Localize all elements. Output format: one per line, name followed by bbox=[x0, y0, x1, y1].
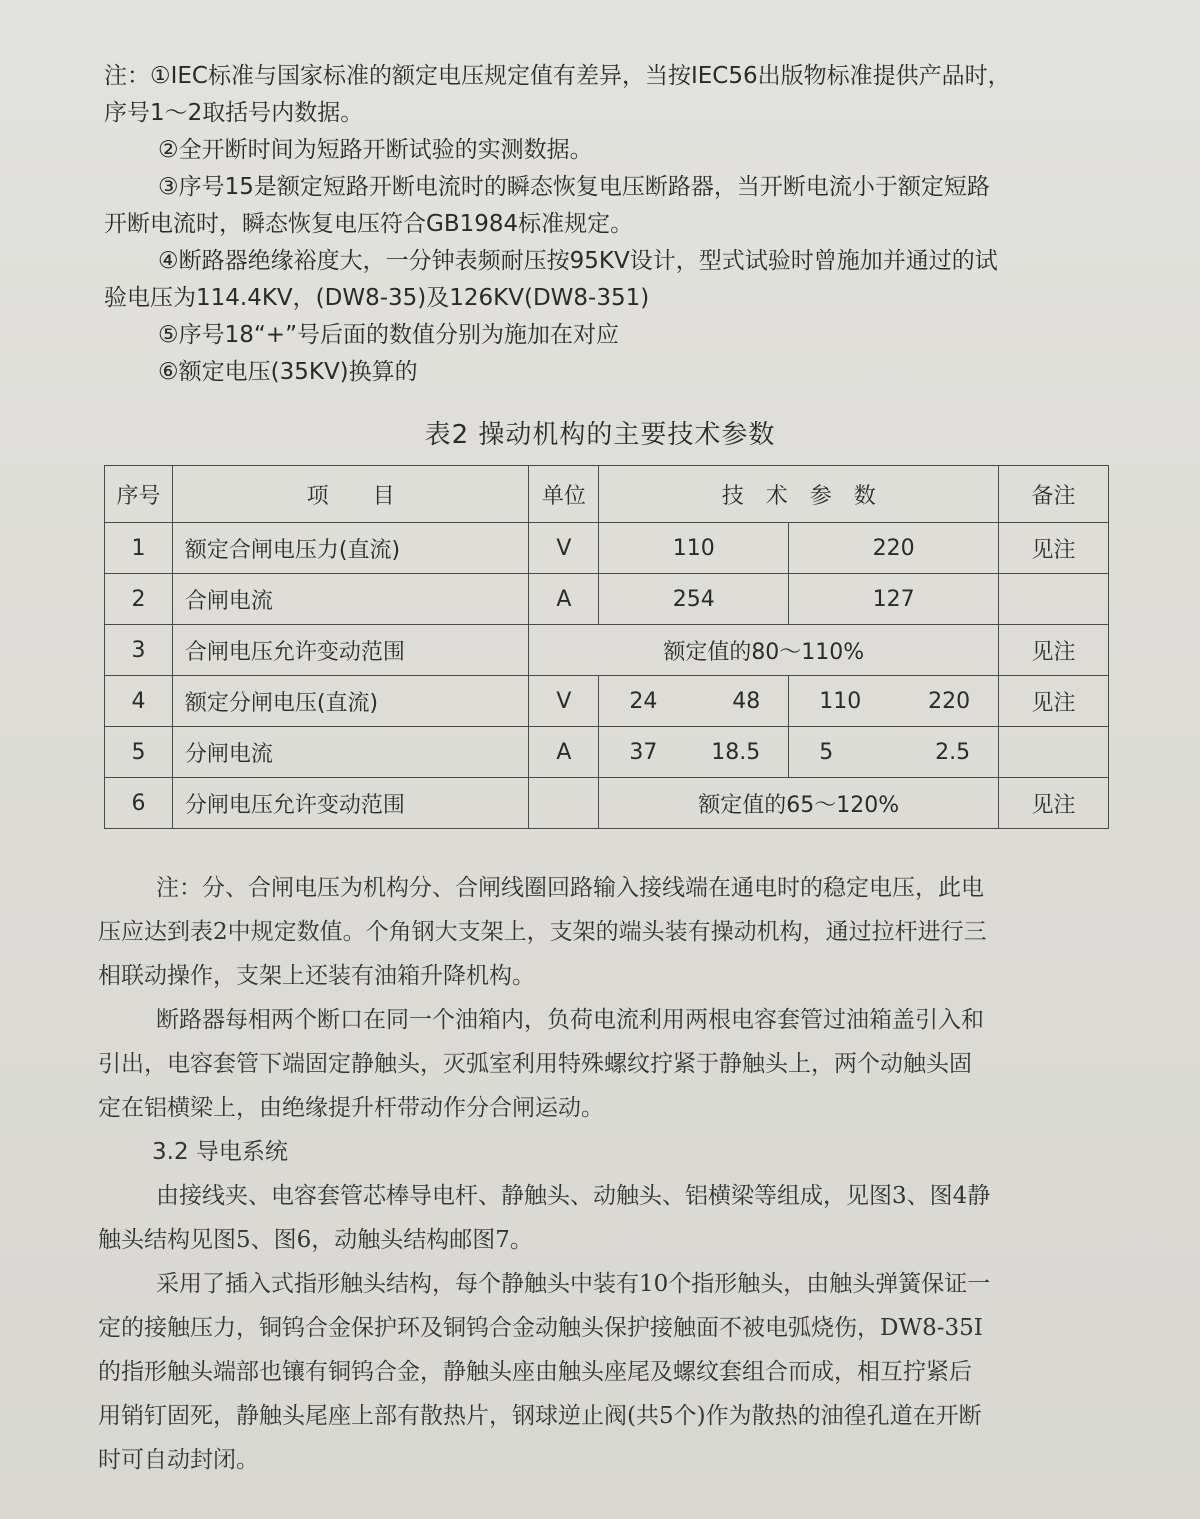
row-merged-param: 额定值的65～120% bbox=[599, 778, 999, 829]
header-remark: 备注 bbox=[999, 466, 1109, 523]
row-param-value: 37 bbox=[629, 739, 658, 765]
row-param-group-1 bbox=[599, 676, 789, 727]
row-unit: V bbox=[529, 523, 599, 574]
body-line: 定的接触压力，铜钨合金保护环及铜钨合金动触头保护接触面不被电弧烧伤，DW8-35I bbox=[98, 1315, 983, 1341]
row-item: 合闸电流 bbox=[172, 574, 529, 625]
table-row bbox=[105, 574, 1109, 625]
parameters-table bbox=[104, 465, 1109, 829]
table-row bbox=[105, 727, 1109, 778]
note-line: ⑤序号18“+”号后面的数值分别为施加在对应 bbox=[158, 322, 619, 348]
body-line: 采用了插入式指形触头结构，每个静触头中装有10个指形触头，由触头弹簧保证一 bbox=[156, 1271, 991, 1297]
row-param-value: 110 bbox=[819, 688, 862, 714]
row-item: 额定分闸电压(直流) bbox=[172, 676, 529, 727]
row-unit: V bbox=[529, 676, 599, 727]
note-line: 开断电流时，瞬态恢复电压符合GB1984标准规定。 bbox=[104, 211, 634, 237]
row-no: 6 bbox=[105, 778, 173, 829]
note-line: ⑥额定电压(35KV)换算的 bbox=[158, 359, 418, 385]
row-param-1: 110 bbox=[599, 523, 789, 574]
body-line: 相联动操作，支架上还装有油箱升降机构。 bbox=[98, 963, 535, 989]
row-param-1: 254 bbox=[599, 574, 789, 625]
row-remark: 见注 bbox=[999, 778, 1109, 829]
body-line: 触头结构见图5、图6，动触头结构邮图7。 bbox=[98, 1227, 533, 1253]
row-param-2: 220 bbox=[789, 523, 999, 574]
row-remark bbox=[999, 727, 1109, 778]
row-param-group-1 bbox=[599, 727, 789, 778]
row-remark: 见注 bbox=[999, 676, 1109, 727]
row-param-group-2 bbox=[789, 727, 999, 778]
header-unit: 单位 bbox=[529, 466, 599, 523]
row-param-value: 220 bbox=[928, 688, 971, 714]
row-no: 4 bbox=[105, 676, 173, 727]
row-no: 1 bbox=[105, 523, 173, 574]
row-param-group-2 bbox=[789, 676, 999, 727]
body-line: 定在铝横梁上，由绝缘提升杆带动作分合闸运动。 bbox=[98, 1095, 604, 1121]
note-line: 注：①IEC标准与国家标准的额定电压规定值有差异，当按IEC56出版物标准提供产品时， bbox=[104, 63, 1011, 89]
body-line: 时可自动封闭。 bbox=[98, 1447, 259, 1473]
row-param-value: 18.5 bbox=[711, 739, 761, 765]
row-no: 2 bbox=[105, 574, 173, 625]
section-heading: 3.2 导电系统 bbox=[152, 1139, 288, 1165]
row-merged-param: 额定值的80～110% bbox=[529, 625, 999, 676]
body-line: 由接线夹、电容套管芯棒导电杆、静触头、动触头、铝横梁等组成，见图3、图4静 bbox=[156, 1183, 991, 1209]
row-remark: 见注 bbox=[999, 625, 1109, 676]
body-line: 断路器每相两个断口在同一个油箱内，负荷电流利用两根电容套管过油箱盖引入和 bbox=[156, 1007, 984, 1033]
row-remark bbox=[999, 574, 1109, 625]
row-param-value: 24 bbox=[629, 688, 658, 714]
row-param-value: 48 bbox=[732, 688, 761, 714]
row-no: 5 bbox=[105, 727, 173, 778]
body-line: 的指形触头端部也镶有铜钨合金，静触头座由触头座尾及螺纹套组合而成，相互拧紧后 bbox=[98, 1359, 972, 1385]
note-line: ③序号15是额定短路开断电流时的瞬态恢复电压断路器，当开断电流小于额定短路 bbox=[158, 174, 990, 200]
row-remark: 见注 bbox=[999, 523, 1109, 574]
row-item: 分闸电流 bbox=[172, 727, 529, 778]
row-item: 额定合闸电压力(直流) bbox=[172, 523, 529, 574]
table-header-row bbox=[105, 466, 1109, 523]
body-line: 注：分、合闸电压为机构分、合闸线圈回路输入接线端在通电时的稳定电压，此电 bbox=[156, 875, 984, 901]
note-line: 验电压为114.4KV，(DW8-35)及126KV(DW8-351) bbox=[104, 285, 650, 311]
note-line: 序号1～2取括号内数据。 bbox=[104, 100, 364, 126]
table-row bbox=[105, 625, 1109, 676]
body-line: 用销钉固死，静触头尾座上部有散热片，钢球逆止阀(共5个)作为散热的油徨孔道在开断 bbox=[98, 1403, 982, 1429]
row-item: 分闸电压允许变动范围 bbox=[172, 778, 529, 829]
row-unit: A bbox=[529, 574, 599, 625]
row-item: 合闸电压允许变动范围 bbox=[172, 625, 529, 676]
note-line: ②全开断时间为短路开断试验的实测数据。 bbox=[158, 137, 593, 163]
row-param-value: 2.5 bbox=[935, 739, 971, 765]
table-row bbox=[105, 676, 1109, 727]
body-line: 压应达到表2中规定数值。个角钢大支架上，支架的端头装有操动机构，通过拉杆进行三 bbox=[98, 919, 987, 945]
row-param-2: 127 bbox=[789, 574, 999, 625]
row-unit bbox=[529, 778, 599, 829]
table-title: 表2 操动机构的主要技术参数 bbox=[424, 420, 776, 450]
table-row bbox=[105, 523, 1109, 574]
header-params: 技 术 参 数 bbox=[599, 466, 999, 523]
header-item: 项 目 bbox=[172, 466, 529, 523]
row-param-value: 5 bbox=[819, 739, 834, 765]
row-no: 3 bbox=[105, 625, 173, 676]
notes-section bbox=[104, 58, 1114, 391]
body-line: 引出，电容套管下端固定静触头，灭弧室利用特殊螺纹拧紧于静触头上，两个动触头固 bbox=[98, 1051, 972, 1077]
header-no: 序号 bbox=[105, 466, 173, 523]
note-line: ④断路器绝缘裕度大，一分钟表频耐压按95KV设计，型式试验时曾施加并通过的试 bbox=[158, 248, 998, 274]
row-unit: A bbox=[529, 727, 599, 778]
table-row bbox=[105, 778, 1109, 829]
body-section bbox=[98, 866, 1138, 1482]
